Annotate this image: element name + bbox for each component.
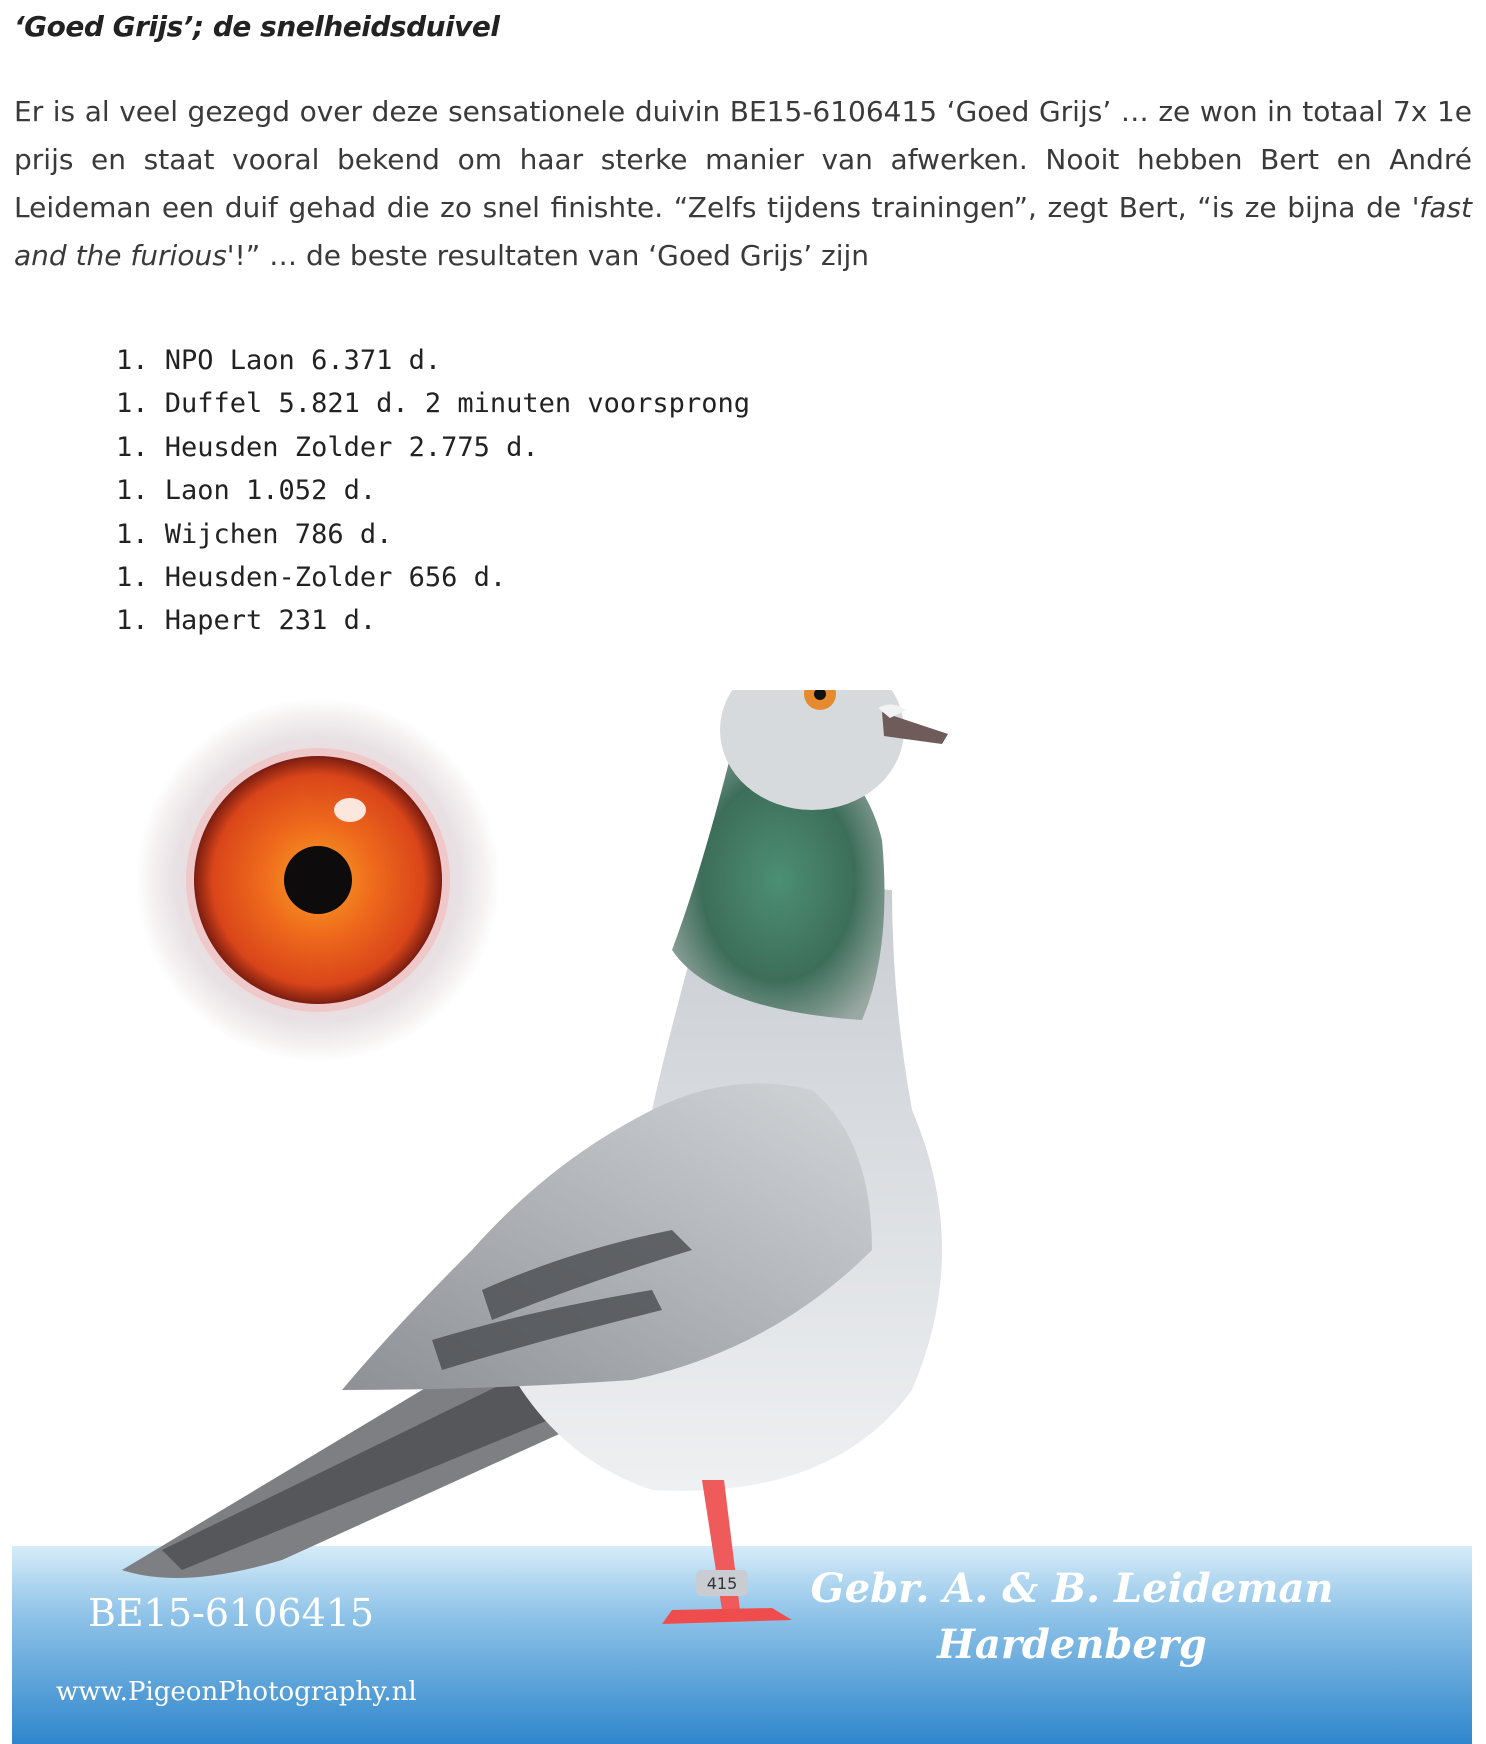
result-item: 1. Heusden-Zolder 656 d. — [116, 562, 507, 594]
article-heading: ‘Goed Grijs’; de snelheidsduivel — [14, 10, 500, 43]
intro-text-part2: '!” … de beste resultaten van ‘Goed Grijs’ zijn — [226, 239, 870, 272]
result-item: 1. NPO Laon 6.371 d. — [116, 345, 442, 376]
intro-text-part1: Er is al veel gezegd over deze sensationele duivin BE15-6106415 ‘Goed Grijs’ … ze won in totaal 7x 1e prijs en staat vooral bekend om haar sterke manier van afwerken. Nooit hebben Bert en André Leideman een duif gehad die zo snel finishte. “Zelfs tijdens trainingen”, zegt Bert, “is ze bijna de ' — [14, 95, 1472, 224]
website-caption: www.PigeonPhotography.nl — [56, 1677, 417, 1707]
results-list — [116, 339, 750, 643]
article-intro — [14, 88, 1472, 280]
owner-caption-line2: Hardenberg — [937, 1621, 1207, 1668]
pigeon-photo-illustration — [12, 690, 1472, 1744]
result-item: 1. Laon 1.052 d. — [116, 475, 377, 507]
leg-band-number: 415 — [706, 1574, 738, 1593]
ring-number-caption: BE15-6106415 — [88, 1591, 375, 1635]
result-item: 1. Wijchen 786 d. — [116, 518, 393, 550]
result-item: 1. Heusden Zolder 2.775 d. — [116, 431, 539, 463]
eye-closeup — [136, 698, 500, 1062]
intro-text-italic: fast and the furious — [14, 191, 1472, 272]
owner-caption-line1: Gebr. A. & B. Leideman — [810, 1565, 1334, 1612]
pigeon-photo — [12, 690, 1472, 1744]
result-item: 1. Hapert 231 d. — [116, 605, 377, 637]
result-item: 1. Duffel 5.821 d. 2 minuten voorsprong — [116, 388, 750, 420]
